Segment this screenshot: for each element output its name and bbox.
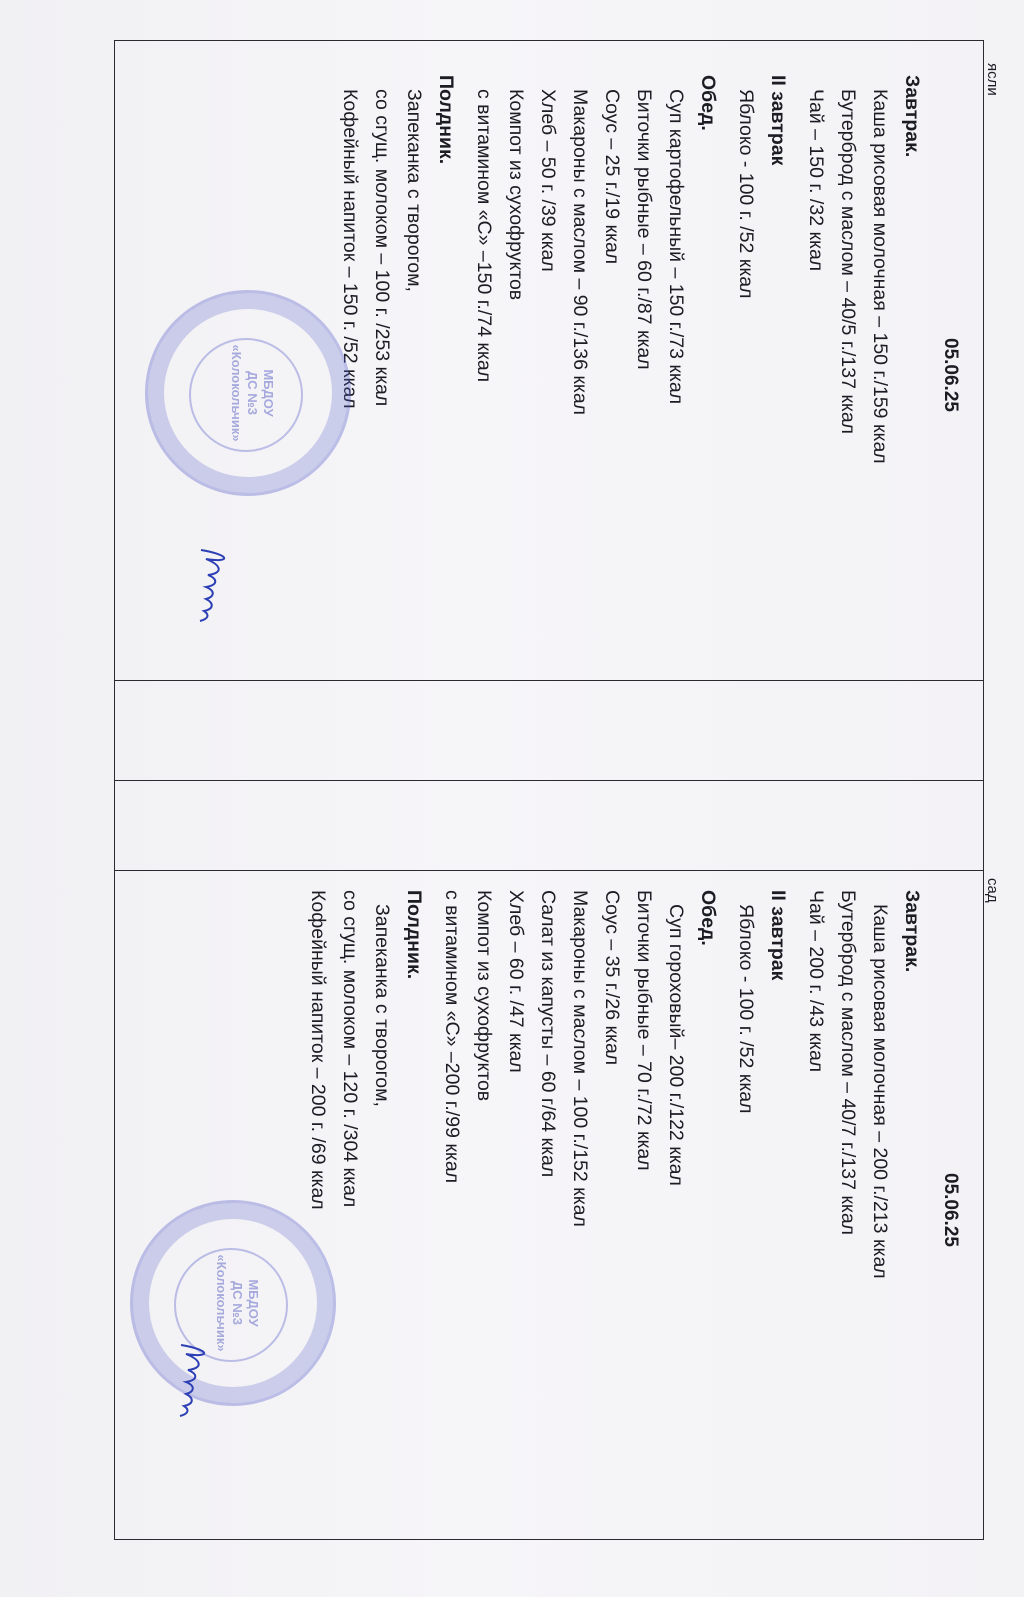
menu-item: Макароны с маслом – 100 г./152 ккал [569, 890, 591, 1227]
section-title: Полдник. [403, 890, 425, 980]
menu-item: Суп картофельный – 150 г./73 ккал [665, 89, 687, 405]
menu-item: Биточки рыбные – 70 г./72 ккал [633, 890, 655, 1171]
divider-line-3 [114, 870, 984, 871]
stamp-text: МБДОУ ДС №3 «Колокольчик» [214, 1254, 261, 1352]
menu-item: Бутерброд с маслом – 40/7 г./137 ккал [837, 890, 859, 1236]
menu-item: Хлеб – 50 г. /39 ккал [537, 89, 559, 272]
menu-item: Кофейный напиток – 200 г. /69 ккал [307, 890, 329, 1210]
divider-line-1 [114, 680, 984, 681]
menu-item: с витамином «С» –150 г./74 ккал [473, 89, 495, 383]
stamp-seal [130, 1200, 336, 1406]
menu-item: Компот из сухофруктов [473, 890, 495, 1102]
menu-item: Бутерброд с маслом – 40/5 г./137 ккал [837, 89, 859, 435]
menu-date: 05.06.25 [940, 338, 961, 412]
menu-item: Хлеб – 60 г. /47 ккал [505, 890, 527, 1073]
menu-date: 05.06.25 [940, 1173, 961, 1247]
menu-item: Яблоко - 100 г. /52 ккал [735, 89, 757, 299]
stamp-text: МБДОУ ДС №3 «Колокольчик» [229, 344, 276, 442]
menu-item: Суп гороховый– 200 г./122 ккал [665, 904, 687, 1186]
menu-item: Биточки рыбные – 60 г./87 ккал [633, 89, 655, 370]
section-title: II завтрак [767, 75, 789, 166]
section-lunch [468, 75, 724, 675]
stamp-seal [145, 290, 351, 496]
menu-item: со сгущ. молоком – 100 г. /253 ккал [371, 89, 393, 407]
signature-icon [166, 1340, 216, 1420]
menu-item: Каша рисовая молочная – 150 г./159 ккал [869, 89, 891, 464]
menu-item: Запеканка с творогом, [371, 904, 393, 1107]
section-title: Обед. [697, 75, 719, 131]
menu-item: Чай – 150 г. /32 ккал [805, 89, 827, 272]
section-second-breakfast [730, 75, 794, 675]
menu-item: Салат из капусты – 60 г/64 ккал [537, 890, 559, 1178]
menu-item: со сгущ. молоком – 120 г. /304 ккал [339, 890, 361, 1208]
signature-icon [186, 545, 236, 625]
section-title: Полдник. [435, 75, 457, 165]
menu-item: Соус – 35 г./26 ккал [601, 890, 623, 1066]
divider-line-2 [114, 780, 984, 781]
column-kindergarten [126, 878, 1001, 1530]
section-breakfast [800, 75, 928, 675]
menu-item: Яблоко - 100 г. /52 ккал [735, 904, 757, 1114]
section-title: Обед. [697, 890, 719, 946]
menu-item: Чай – 200 г. /43 ккал [805, 890, 827, 1073]
menu-item: Запеканка с творогом, [403, 89, 425, 292]
section-breakfast [800, 890, 928, 1530]
menu-item: Компот из сухофруктов [505, 89, 527, 301]
section-afternoon-snack [334, 75, 462, 675]
menu-item: Макароны с маслом – 90 г./136 ккал [569, 89, 591, 416]
section-title: II завтрак [767, 890, 789, 981]
section-second-breakfast [730, 890, 794, 1530]
section-title: Завтрак. [901, 890, 923, 973]
menu-item: с витамином «С» –200 г./99 ккал [441, 890, 463, 1184]
column-nursery [126, 63, 1001, 675]
menu-item: Каша рисовая молочная – 200 г./213 ккал [869, 904, 891, 1279]
column-header: сад [984, 878, 1001, 903]
section-lunch [436, 890, 724, 1530]
column-header: ясли [984, 63, 1001, 96]
section-title: Завтрак. [901, 75, 923, 158]
menu-item: Соус – 25 г./19 ккал [601, 89, 623, 265]
section-afternoon-snack [302, 890, 430, 1530]
menu-item: Кофейный напиток – 150 г. /52 ккал [339, 89, 361, 409]
